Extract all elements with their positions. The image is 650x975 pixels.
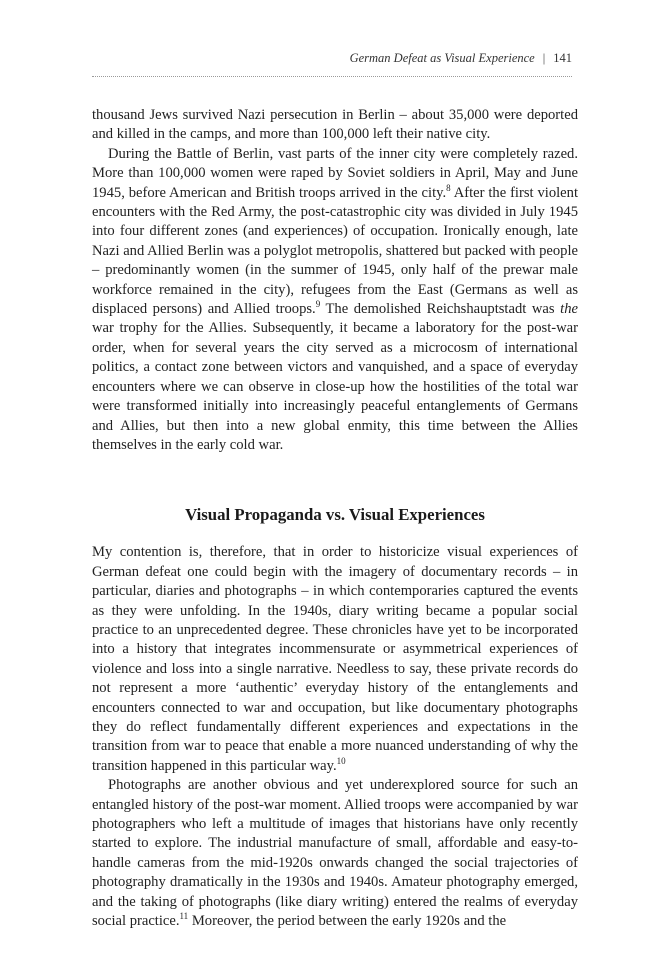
- paragraph-text: thousand Jews survived Nazi persecution in Berlin – about 35,000 were deported and killed in the camps, and more than 100,000 left their native city.: [92, 107, 578, 143]
- paragraph-text: Moreover, the period between the early 1920s and the: [188, 913, 507, 930]
- paragraph-contention: [92, 543, 578, 776]
- footnote-marker[interactable]: 8: [446, 182, 451, 193]
- paragraph-text: Photographs are another obvious and yet underexplored source for such an entangled history of the post-war moment. Allied troops were accompanied by war photographers who left a multitude of images that historians have only recently started to explore. The industrial manufacture of small, affordable and easy-to-handle cameras from the mid-1920s onwards changed the social trajectories of photography dramatically in the 1930s and 1940s. Amateur photography emerged, and the taking of photographs (like diary writing) entered the realms of everyday social practice.: [92, 777, 578, 930]
- header-separator: |: [542, 51, 546, 65]
- running-header-title: German Defeat as Visual Experience: [349, 51, 535, 65]
- footnote-marker[interactable]: 9: [315, 299, 321, 310]
- section-heading: Visual Propaganda vs. Visual Experiences: [185, 505, 485, 525]
- paragraph-photographs: [92, 776, 578, 931]
- paragraph-battle-of-berlin: [92, 145, 578, 456]
- paragraph-text: war trophy for the Allies. Subsequently, it became a laboratory for the post-war order, when for several years the city served as a microcosm of international politics, a contact zone between victors and vanquished, and a space of everyday encounters where we can observe in close-up how the hostilities of the total war were transformed initially into increasingly peaceful entanglements of Germans and Allies, but then into a new global enmity, this time between the Allies themselves in the early cold war.: [92, 320, 578, 453]
- emphasis: the: [560, 301, 578, 318]
- running-header: [92, 48, 572, 77]
- footnote-marker[interactable]: 10: [336, 755, 346, 766]
- footnote-marker[interactable]: 11: [179, 911, 189, 922]
- paragraph-text: The demolished Reichshauptstadt was: [320, 301, 561, 318]
- paragraph-continuation: [92, 106, 578, 145]
- paragraph-text: My contention is, therefore, that in order to historicize visual experiences of German defeat one could begin with the imagery of documentary records – in particular, diaries and photographs – in which contemporaries captured the events as they were unfolding. In the 1940s, diary writing became a popular social practice to an unprecedented degree. These chronicles have yet to be incorporated into a history that integrates incommensurate or asymmetrical experiences of violence and loss into a single narrative. Needless to say, these private records do not represent a more ‘authentic’ everyday history of the entanglements and encounters connected to war and occupation, but like documentary photographs they do reflect fundamentally different experiences and expectations in the transition from war to peace that enable a more nuanced understanding of why the transition happened in this particular way.: [92, 544, 578, 774]
- paragraph-text: After the first violent encounters with the Red Army, the post-catastrophic city was divided in July 1945 into four different zones (and experiences) of occupation. Ironically enough, late Nazi and Allied Berlin was a polyglot metropolis, shattered but packed with people – predominantly women (in the summer of 1945, only half of the prewar male workforce remained in the city), refugees from the East (Germans as well as displaced persons) and Allied troops.: [92, 184, 578, 318]
- page-number: 141: [553, 51, 572, 65]
- body-text: [92, 106, 578, 931]
- paragraph-text: During the Battle of Berlin, vast parts of the inner city were completely razed. More than 100,000 women were raped by Soviet soldiers in April, May and June 1945, before American and British troops arrived in the city.: [92, 145, 578, 201]
